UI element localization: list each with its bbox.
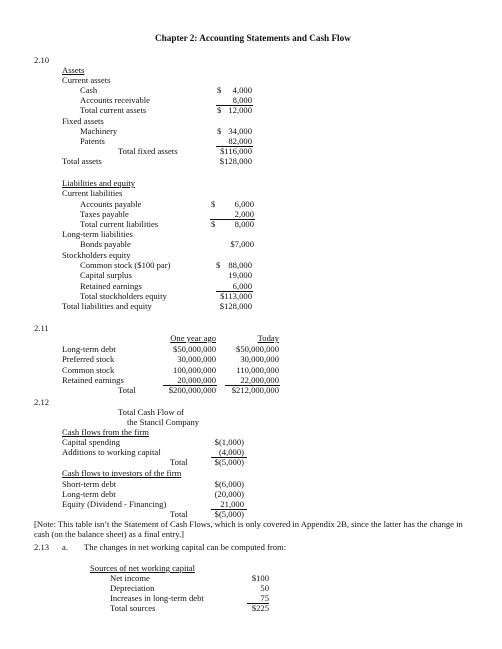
ltd-increase-value: 75 [260, 593, 269, 603]
row-label: Retained earnings [62, 375, 124, 385]
problem-number-2-12: 2.12 [34, 397, 50, 407]
ap-label: Accounts payable [80, 199, 142, 209]
re-value: 6,000 [232, 281, 252, 291]
capsurp-value: 19,000 [228, 270, 252, 280]
part-a: a. [62, 542, 68, 552]
total-value-a: $200,000,000 [168, 385, 216, 395]
ts-label: Total sources [110, 603, 156, 613]
ltd-label: Long-term debt [62, 489, 116, 499]
machinery-value: 34,000 [228, 126, 252, 136]
ts-value: $225 [251, 603, 269, 613]
std-label: Short-term debt [62, 479, 117, 489]
total-value-b: $212,000,000 [231, 385, 279, 395]
tse-label: Total stockholders equity [80, 291, 167, 301]
ar-value: 8,000 [232, 95, 252, 105]
ta-value: $128,000 [219, 156, 252, 166]
page-title: Chapter 2: Accounting Statements and Cash Flow [155, 33, 351, 43]
row-value-a: $50,000,000 [173, 344, 216, 354]
cf-firm-heading: Cash flows from the firm [62, 427, 149, 437]
row-value-b: 22,000,000 [240, 375, 279, 385]
fixed-assets-label: Fixed assets [62, 116, 104, 126]
total1-value: $(5,000) [214, 457, 244, 467]
cf-heading-1: Total Cash Flow of [118, 407, 184, 417]
ltd-value: (20,000) [214, 489, 244, 499]
cs-value: 88,000 [228, 260, 252, 270]
total1-label: Total [170, 457, 188, 467]
patents-label: Patents [80, 136, 105, 146]
equity-value: 21,000 [220, 499, 244, 509]
col-one-year-ago: One year ago [170, 333, 216, 343]
row-value-b: 110,000,000 [236, 365, 279, 375]
patents-value: 82,000 [228, 136, 252, 146]
dep-label: Depreciation [110, 583, 155, 593]
cash-dollar: $ [217, 85, 222, 95]
tle-value: $128,000 [219, 301, 252, 311]
taxes-value: 2,000 [234, 209, 254, 219]
ni-label: Net income [110, 573, 150, 583]
row-value-a: 100,000,000 [173, 365, 216, 375]
tca-label: Total current assets [80, 105, 147, 115]
tcl-dollar: $ [211, 219, 216, 229]
current-assets-label: Current assets [62, 75, 111, 85]
tca-dollar: $ [217, 105, 222, 115]
row-value-b: 30,000,000 [240, 354, 279, 364]
tcl-label: Total current liabilities [80, 219, 159, 229]
cs-dollar: $ [216, 260, 221, 270]
equity-label: Equity (Dividend - Financing) [62, 499, 167, 509]
ap-dollar: $ [211, 199, 216, 209]
re-label: Retained earnings [80, 281, 142, 291]
total2-label: Total [170, 509, 188, 519]
intro-text: The changes in net working capital can be computed from: [84, 542, 287, 552]
machinery-label: Machinery [80, 126, 118, 136]
ltd-increase-label: Increases in long-term debt [110, 593, 204, 603]
problem-number-2-11: 2.11 [34, 323, 49, 333]
row-label: Preferred stock [62, 354, 115, 364]
ni-value: $100 [251, 573, 269, 583]
tcl-value: 8,000 [234, 219, 254, 229]
total2-value: $(5,000) [214, 509, 244, 519]
nwc-value: (4,000) [218, 447, 244, 457]
cash-value: 4,000 [232, 85, 252, 95]
problem-number-2-13: 2.13 [34, 542, 50, 552]
row-value-a: 20,000,000 [177, 375, 216, 385]
dep-value: 50 [260, 583, 269, 593]
ar-label: Accounts receivable [80, 95, 150, 105]
tca-value: 12,000 [228, 105, 252, 115]
current-liabilities-label: Current liabilities [62, 188, 123, 198]
cs-label: Common stock ($100 par) [80, 260, 171, 270]
problem-number-2-10: 2.10 [34, 55, 50, 65]
tfa-value: $116,000 [220, 146, 252, 156]
tfa-label: Total fixed assets [118, 146, 178, 156]
row-value-a: 30,000,000 [177, 354, 216, 364]
ltl-label: Long-term liabilities [62, 229, 133, 239]
tle-label: Total liabilities and equity [62, 301, 152, 311]
row-label: Long-term debt [62, 344, 116, 354]
machinery-dollar: $ [217, 126, 222, 136]
capex-value: $(1,000) [214, 437, 244, 447]
tse-value: $113,000 [220, 291, 252, 301]
assets-heading: Assets [62, 65, 85, 75]
col-today: Today [257, 333, 279, 343]
se-label: Stockholders equity [62, 250, 131, 260]
sources-heading: Sources of net working capital [90, 563, 196, 573]
le-heading: Liabilities and equity [62, 178, 136, 188]
bonds-label: Bonds payable [80, 239, 131, 249]
ta-label: Total assets [62, 156, 102, 166]
cf-heading-2: the Stancil Company [127, 417, 200, 427]
capex-label: Capital spending [62, 437, 120, 447]
std-value: $(6,000) [214, 479, 244, 489]
taxes-label: Taxes payable [80, 209, 129, 219]
cf-investors-heading: Cash flows to investors of the firm [62, 468, 182, 478]
capsurp-label: Capital surplus [80, 270, 132, 280]
row-value-b: $50,000,000 [236, 344, 279, 354]
row-label: Common stock [62, 365, 115, 375]
bonds-value: $7,000 [230, 239, 254, 249]
nwc-label: Additions to working capital [62, 447, 161, 457]
cash-label: Cash [80, 85, 98, 95]
note-text: [Note: This table isn’t the Statement of Cash Flows, which is only covered in Appendix 2B, since the latter has the change in cash (on the balance sheet) as a final entry.] [34, 519, 463, 539]
total-label: Total [118, 385, 136, 395]
ap-value: 6,000 [234, 199, 254, 209]
